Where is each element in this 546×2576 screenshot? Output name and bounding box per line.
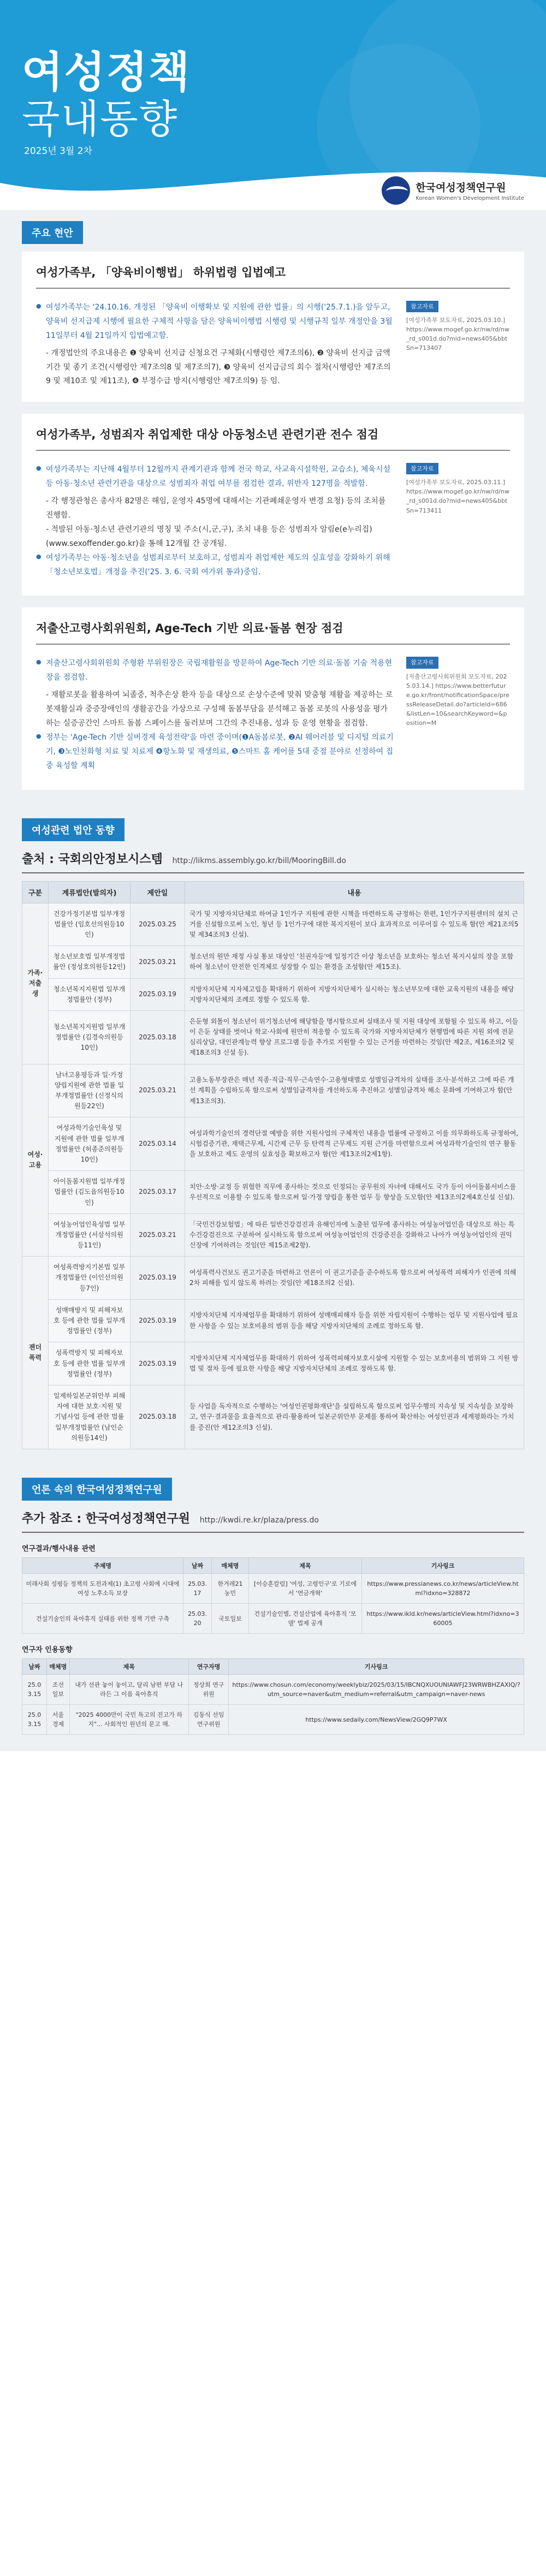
press-section	[0, 1462, 546, 1751]
table-cell: 미래사회 성평등 정책의 도전과제(1) 초고령 사회에 시대에 여성 노후소득 보장	[22, 1573, 183, 1603]
bill-name: 남녀고용평등과 일·가정 양립지원에 관한 법률 일부개정법률안 (신정식의원등22인)	[49, 1064, 130, 1117]
table-row	[22, 1117, 524, 1171]
bill-name: 청소년복지지원법 일부개정법률안 (김경숙의원등10인)	[49, 1010, 130, 1064]
col-header: 구분	[22, 881, 49, 903]
table-row	[22, 1299, 524, 1342]
table-row	[22, 1213, 524, 1257]
col-header: 매체명	[47, 1659, 70, 1675]
issue-card	[22, 252, 524, 402]
issue-card	[22, 414, 524, 596]
issue-card-title: 여성가족부, 「양육비이행법」 하위법령 입법예고	[36, 264, 510, 289]
col-header: 기사링크	[362, 1557, 524, 1573]
table-cell: 김동식 선임연구위원	[188, 1705, 228, 1735]
main-issue-section	[0, 210, 546, 803]
bullet-point: ● 여성가족부는 지난해 4월부터 12월까지 관계기관과 함께 전국 학교, 사교육시설학원, 교습소), 체육시설 등 아동·청소년 관련기관을 대상으로 성범죄자 취업 여부를 점검한 결과, 위반자 127명을 적발함.	[36, 463, 394, 491]
col-header: 제목	[69, 1659, 188, 1675]
bill-date: 2025.03.19	[130, 1257, 185, 1300]
issue-card-text	[36, 301, 394, 389]
bill-date: 2025.03.19	[130, 1299, 185, 1342]
col-header: 매체명	[212, 1557, 249, 1573]
article-link[interactable]: https://www.pressianews.co.kr/news/articleView.html?idxno=328872	[362, 1573, 524, 1603]
bill-content: 등 사업을 독자적으로 수행하는 '여성인권평화재단'을 설립하도록 함으로써 업무수행의 지속성 및 지속성을 보장하고, 연구·결과물을 효율적으로 관리·활용하여 일본군위안부 문제를 통하여 확산하는 여성인권과 세계평화라는 가치를 증진(안 제12조의3 신설).	[185, 1385, 524, 1449]
bill-date: 2025.03.14	[130, 1117, 185, 1171]
table-cell: 서울경제	[47, 1705, 70, 1735]
table-cell: 25.03.15	[22, 1675, 47, 1705]
press-table-2-title: 연구자 인용동향	[22, 1646, 73, 1655]
law-category: 여성·고용	[22, 1064, 49, 1257]
bill-date: 2025.03.21	[130, 946, 185, 978]
bill-content: 은둔형 외톨이 청소년이 위기청소년에 해당함을 명시함으로써 실태조사 및 지원 대상에 포함될 수 있도록 하고, 이들이 은둔 상태를 벗어나 학교·사회에 원만히 적응할 수 있도록 국가와 지방자치단체가 현행법에 따른 지원 외에 전문심리상담, 대인관계능력 향상 프로그램 등을 추가로 지원할 수 있는 근거를 마련하는 것임(안 제2조, 제16조의2 및 제18조의3 신설 등).	[185, 1010, 524, 1064]
sub-point: - 각 행정관청은 총사자 82명은 해임, 운영자 45명에 대해서는 기관폐쇄운영자 변경 요청) 등의 조치를 진행함.	[46, 497, 386, 520]
law-source-link[interactable]: http://likms.assembly.go.kr/bill/MooringBill.do	[172, 856, 346, 865]
col-header: 기사링크	[229, 1659, 524, 1675]
bullet-point: ● 여성가족부는 '24.10.16. 개정된 「양육비 이행확보 및 지원에 관한 법률」의 시행('25.7.1.)을 앞두고, 양육비 선지급제 시행에 필요한 구체적 사항을 담은 양육비이행법 시행령 및 시행규칙 일부 개정안을 3월 11일부터 4월 21일까지 입법예고함.	[36, 301, 394, 343]
title-line-1: 여성정책	[22, 48, 191, 97]
table-cell: 조선일보	[47, 1675, 70, 1705]
reference-label: 참고자료	[406, 657, 438, 668]
issue-card-text	[36, 657, 394, 776]
issue-card-body	[36, 301, 510, 389]
section-title: 주요 현안	[22, 221, 83, 244]
table-row	[22, 1385, 524, 1449]
bill-date: 2025.03.18	[130, 1010, 185, 1064]
press-source	[22, 1509, 524, 1533]
issue-card-body	[36, 463, 510, 582]
law-table	[22, 881, 524, 1449]
bill-content: 치안·소방·교정 등 위험한 직무에 종사하는 것으로 인정되는 공무원의 자녀에 대해서도 국가 등이 아이돌봄서비스를 우선적으로 이용할 수 있도록 함으로써 일·가정 양립을 통한 업무 등 향상을 도모함(안 제13조의2제4호신설 신설).	[185, 1171, 524, 1214]
col-header: 제안일	[130, 881, 185, 903]
col-header: 계류법안(발의자)	[49, 881, 130, 903]
col-header: 연구자명	[188, 1659, 228, 1675]
bullet-point: ● 정부는 'Age-Tech 기반 실버경제 육성전략'을 마련 중이며(❶A돌봄로봇, ❷AI 웨어러블 및 디지털 의료기기, ❸노인친화형 치료 및 치료제 ❹항노화 및 재생의료, ❺스마트 홈 케어를 5대 중점 분야로 선정하여 집중 육성할 계획	[36, 731, 394, 774]
table-row	[22, 1342, 524, 1385]
org-logo	[382, 176, 524, 205]
bill-date: 2025.03.19	[130, 1342, 185, 1385]
sub-point: - 재활로봇을 활용하여 뇌졸중, 척추손상 환자 등을 대상으로 손상수준에 맞춰 맞춤형 재활을 제공하는 로봇재활실과 중증장애인의 생활공간을 가상으로 구성해 돌봄부담을 분석해고 돌봄 로봇의 사용성을 평가하는 실증공간인 스마트 돌봄 스페이스를 둘러보며 그간의 추진내용, 성과 등 운영 현황을 점검함.	[46, 691, 393, 728]
col-header: 내용	[185, 881, 524, 903]
press-source-link[interactable]: http://kwdi.re.kr/plaza/press.do	[199, 1515, 319, 1525]
table-cell: [이승훈칼럼] '여성, 고령인구'로 기로에 서 '연금개혁'	[248, 1573, 361, 1603]
bill-content: 고용노동부장관은 매년 직종·직급·직무·근속연수·고용형태별로 성별임금격차의 실태를 조사·분석하고 그에 따른 개선 계획을 수립하도록 함으로써 성별임금격차를 개선하도록 추진하고 성별임금격차 해소 문화에 기여하고자 함(안 제13조의3).	[185, 1064, 524, 1117]
bill-name: 성매매방지 및 피해자보호 등에 관한 법률 일부개정법률안 (정부)	[49, 1299, 130, 1342]
col-header: 제목	[248, 1557, 361, 1573]
table-row	[22, 1257, 524, 1300]
table-row	[22, 978, 524, 1010]
bill-name: 건강가정기본법 일부개정법률안 (임호선의원등10인)	[49, 903, 130, 946]
section-title: 여성관련 법안 동향	[22, 818, 124, 841]
issue-card	[22, 608, 524, 789]
org-logo-icon	[382, 176, 410, 205]
bill-name: 일제하일본군위안부 피해자에 대한 보호·지원 및 기념사업 등에 관한 법률 일부개정법률안 (남인순의원등14인)	[49, 1385, 130, 1449]
issue-card-title: 여성가족부, 성범죄자 취업제한 대상 아동청소년 관련기관 전수 점검	[36, 426, 510, 451]
reference-box	[406, 657, 510, 776]
report-header	[0, 0, 546, 210]
bill-date: 2025.03.25	[130, 903, 185, 946]
col-header: 주제명	[22, 1557, 183, 1573]
bullet-point: ● 여성가족부는 아동·청소년을 성범죄로부터 보호하고, 성범죄자 취업제한 제도의 실효성을 강화하기 위해 「청소년보호법」개정을 추진('25. 3. 6. 국회 여가위 통과)중임.	[36, 551, 394, 580]
table-cell: 한겨레21 농민	[212, 1573, 249, 1603]
bill-name: 청소년보호법 일부개정법률안 (정성호의원등12인)	[49, 946, 130, 978]
bill-name: 여성농어업인육성법 일부개정법률안 (서삼석의원등11인)	[49, 1213, 130, 1257]
bill-content: 청소년의 원만 재정 사실 통보 대상인 '친권자등'에 일정기간 이상 청소년을 보호하는 청소년 복지시설의 장을 포함하여 청소년이 안전한 인격체로 성장할 수 있는 환경을 조성함(안 제15조).	[185, 946, 524, 978]
law-source	[22, 850, 524, 873]
bill-name: 성폭력방지 및 피해자보호 등에 관한 법률 일부개정법률안 (정부)	[49, 1342, 130, 1385]
table-row	[22, 1675, 524, 1705]
press-table-results	[22, 1557, 524, 1634]
issue-date: 2025년 3월 2차	[24, 146, 92, 157]
sub-point: - 적발된 아동·청소년 관련기관의 명칭 및 주소(시,군,구), 조치 내용 등은 성범죄자 알림e(e누리집)(www.sexoffender.go.kr)을 통해 12개월 간 공개됨.	[46, 525, 372, 548]
reference-box	[406, 463, 510, 582]
article-link[interactable]: https://www.ikld.kr/news/articleView.html?idxno=360005	[362, 1604, 524, 1634]
issue-card-title: 저출산고령사회위원회, Age-Tech 기반 의료·돌봄 현장 점검	[36, 620, 510, 645]
reference-box	[406, 301, 510, 389]
law-category: 가족·저출생	[22, 903, 49, 1064]
table-cell: 건설기술인의 육아휴직 실태를 위한 정책 기반 구축	[22, 1604, 183, 1634]
bill-content: 지방자치단체 지자체고립을 확대하기 위하여 지방자치단체가 실시하는 청소년부모에 대한 교육지원의 내용을 해당 지방자치단체의 조례로 정할 수 있도록 함.	[185, 978, 524, 1010]
issue-card-text	[36, 463, 394, 582]
table-cell: 건설기술인별, 건설산업에 육아휴직 '모델' 법제 공개	[248, 1604, 361, 1634]
reference-link[interactable]: [여성가족부 보도자료, 2025.03.10.] https://www.mogef.go.kr/nw/rd/nw_rd_s001d.do?mid=news405&bbtSn=713407	[406, 317, 509, 352]
bill-date: 2025.03.17	[130, 1171, 185, 1214]
table-cell: 내가 선관 놓이 놓이고, 달리 남편 부담 나라든 그 이름 육아휴직	[69, 1675, 188, 1705]
table-row	[22, 1064, 524, 1117]
bill-date: 2025.03.21	[130, 1213, 185, 1257]
table-row	[22, 1171, 524, 1214]
law-category: 젠더폭력	[22, 1257, 49, 1449]
issue-card-body	[36, 657, 510, 776]
org-name-en: Korean Women's Development Institute	[416, 195, 524, 201]
law-section	[0, 803, 546, 1462]
bill-name: 청소년복지지원법 일부개정법률안 (정부)	[49, 978, 130, 1010]
table-cell: "2025 4000만이 국민 특고의 진고가 하지"... 사회적인 원년의 문고 해.	[69, 1705, 188, 1735]
title-line-2: 국내동향	[22, 96, 179, 142]
article-link[interactable]: https://www.sedaily.com/NewsView/2GQ9P7WX	[229, 1705, 524, 1735]
col-header: 날짜	[183, 1557, 212, 1573]
reference-link[interactable]: [저출산고령사회위원회 보도자료, 2025.03.14.] https://www.betterfuture.go.kr/front/notificationSpace/pressReleaseDetail.do?articleld=686&listLen=10&searchKeyword=&position=M	[406, 673, 509, 727]
reference-link[interactable]: [여성가족부 보도자료, 2025.03.11.] https://www.mogef.go.kr/nw/rd/nw_rd_s001d.do?mid=news405&bbtSn=713411	[406, 479, 509, 514]
bill-name: 여성폭력방지기본법 일부개정법률안 (이인선의원등7인)	[49, 1257, 130, 1300]
bill-content: 여성과학기술인의 경력단절 예방을 위한 지원사업의 구체적인 내용을 법률에 규정하고 이를 의무화하도록 규정하여, 시험검증기관, 재택근무제, 시간제 근무 등 탄력적 근무제도 지원 근거를 마련함으로써 여성과학기술인의 연구 활동을 보호하고 제도 운영의 실효성을 확보하고자 함(안 제13조의2제1항).	[185, 1117, 524, 1171]
article-link[interactable]: https://www.chosun.com/economy/weeklybiz/2025/03/15/IBCNQXUOUNIAWFJ23WRWBHZAXIQ/?utm_source=naver&utm_medium=referral&utm_campaign=naver-news	[229, 1675, 524, 1705]
bill-content: 국가 및 지방자치단체로 하여금 1인가구 지원에 관한 시책을 마련하도록 규정하는 한편, 1인가구지원센터의 설치 근거를 신설함으로써 노인, 청년 등 1인가구에 대한 복지지원이 보다 효과적으로 이루어질 수 있도록 함(안 제21조의5 및 제34조의3 신설).	[185, 903, 524, 946]
table-row	[22, 1010, 524, 1064]
section-title: 언론 속의 한국여성정책연구원	[22, 1478, 172, 1501]
bill-date: 2025.03.21	[130, 1064, 185, 1117]
sub-point: - 개정법안의 주요내용은 ❶ 양육비 선지급 신청요건 구체화(시행령안 제7조의6), ❷ 양육비 선지급 금액 기간 및 종기 조건(시행령안 제7조의8 및 제7조의7), ❸ 양육비 선지급금의 회수 절차(시행령안 제7조의9 및 제10조 및 제11조), ❹ 부정수급 방지(시행령안 제7조의9) 등 임.	[46, 348, 391, 386]
col-header: 날짜	[22, 1659, 47, 1675]
bill-content: 지방자치단체 지자체업무를 확대하기 위하여 성폭력피해자보호시설에 지원할 수 있는 보호비용의 범위와 그 지원 방법 및 절차 등에 필요한 사항을 해당 지방자치단체의 조례로 정하도록 함.	[185, 1342, 524, 1385]
bill-date: 2025.03.18	[130, 1385, 185, 1449]
bill-content: 지방자치단체 지자체업무를 확대하기 위하여 성매매피해자 등을 위한 자립지원이 수행하는 업무 및 지원사업에 필요한 사항을 수 있는 보호비용의 범위 등을 해당 지방자치단체의 조례로 정하도록 함.	[185, 1299, 524, 1342]
table-cell: 정상희 연구위원	[188, 1675, 228, 1705]
bullet-point: ● 저출산고령사회위원회 주형환 부위원장은 국립재활원을 방문하여 Age-Tech 기반 의료·돌봄 기술 적용현장을 점검함.	[36, 657, 394, 685]
table-cell: 25.03.15	[22, 1705, 47, 1735]
table-row	[22, 946, 524, 978]
press-source-label: 추가 참조 : 한국여성정책연구원	[22, 1512, 191, 1526]
press-table-citations	[22, 1658, 524, 1735]
table-row	[22, 1573, 524, 1603]
table-row	[22, 1705, 524, 1735]
press-table-1-title: 연구결과/행사내용 관련	[22, 1544, 96, 1553]
reference-label: 참고자료	[406, 301, 438, 312]
org-name-ko: 한국여성정책연구원	[416, 182, 506, 194]
bill-date: 2025.03.19	[130, 978, 185, 1010]
reference-label: 참고자료	[406, 463, 438, 474]
table-cell: 국토일보	[212, 1604, 249, 1634]
law-source-label: 출처 : 국회의안정보시스템	[22, 852, 163, 866]
table-cell: 25.03.17	[183, 1573, 212, 1603]
bill-content: 「국민건강보험법」에 따른 일반건강검진과 유해인자에 노출된 업무에 종사하는 여성농어업인을 대상으로 하는 특수건강검진으로 구분하여 실시하도록 함으로써 여성농어업인의 건강증진을 강화하고 나아가 여성농어업인의 권익 신장에 기여하려는 것임(안 제15조제2항).	[185, 1213, 524, 1257]
bill-name: 아이돌봄지원법 일부개정법률안 (김도읍의원등10인)	[49, 1171, 130, 1214]
bill-name: 여성과학기술인육성 및 지원에 관한 법률 일부개정법률안 (허종준의원등10인)	[49, 1117, 130, 1171]
bill-content: 여성폭력사건보도 권고기준을 마련하고 언론이 이 권고기준을 준수하도록 함으로써 여성폭력 피해자가 인권에 의해 2차 피해를 입지 않도록 하려는 것임(안 제18조의2 신설).	[185, 1257, 524, 1300]
table-row	[22, 903, 524, 946]
table-row	[22, 1604, 524, 1634]
table-cell: 25.03.20	[183, 1604, 212, 1634]
